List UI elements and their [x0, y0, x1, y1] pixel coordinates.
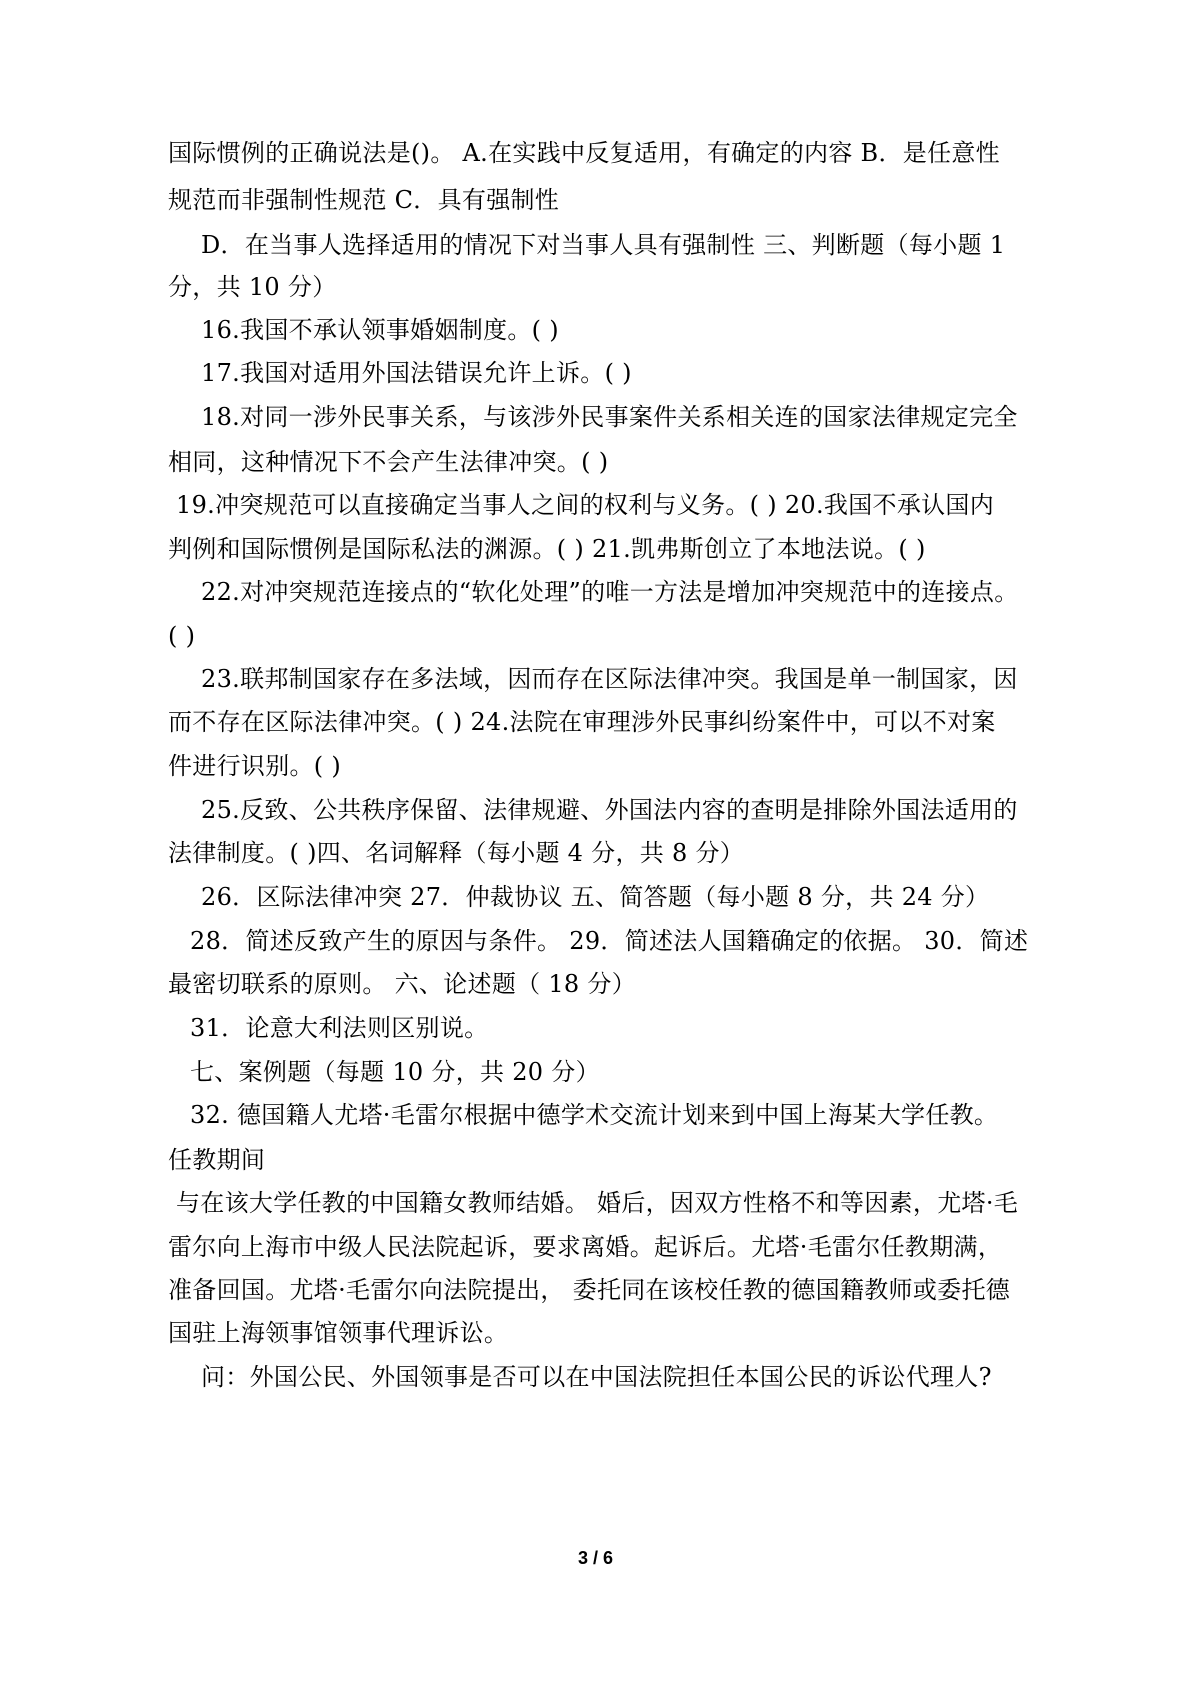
text-line: 法律制度。( )四、名词解释（每小题 4 分，共 8 分） — [168, 839, 745, 867]
text-line: 28．简述反致产生的原因与条件。 29．简述法人国籍确定的依据。 30．简述 — [190, 927, 1029, 955]
text-line: 31．论意大利法则区别说。 — [190, 1014, 489, 1042]
text-line: 相同，这种情况下不会产生法律冲突。( ) — [168, 448, 609, 476]
text-line: 任教期间 — [168, 1146, 266, 1174]
text-line: 准备回国。尤塔·毛雷尔向法院提出， 委托同在该校任教的德国籍教师或委托德 — [168, 1276, 1011, 1304]
text-line: D．在当事人选择适用的情况下对当事人具有强制性 三、判断题（每小题 1 — [201, 231, 1006, 259]
text-line: 22.对冲突规范连接点的“软化处理”的唯一方法是增加冲突规范中的连接点。 — [201, 578, 1019, 606]
text-line: 19.冲突规范可以直接确定当事人之间的权利与义务。( ) 20.我国不承认国内 — [176, 491, 995, 519]
page-number: 3 / 6 — [577, 1548, 614, 1568]
text-line: 国驻上海领事馆领事代理诉讼。 — [168, 1319, 509, 1347]
text-line: 判例和国际惯例是国际私法的渊源。( ) 21.凯弗斯创立了本地法说。( ) — [168, 535, 926, 563]
text-line: 件进行识别。( ) — [168, 752, 342, 780]
text-line: 而不存在区际法律冲突。( ) 24.法院在审理涉外民事纠纷案件中，可以不对案 — [168, 708, 996, 736]
text-line: 16.我国不承认领事婚姻制度。( ) — [201, 316, 559, 344]
text-line: 问：外国公民、外国领事是否可以在中国法院担任本国公民的诉讼代理人? — [201, 1363, 992, 1391]
text-line: 17.我国对适用外国法错误允许上诉。( ) — [201, 359, 632, 387]
text-line: 23.联邦制国家存在多法域，因而存在区际法律冲突。我国是单一制国家，因 — [201, 665, 1018, 693]
text-line: 规范而非强制性规范 C．具有强制性 — [168, 186, 560, 214]
text-line: 最密切联系的原则。 六、论述题（ 18 分） — [168, 970, 637, 998]
text-line: 国际惯例的正确说法是()。 A.在实践中反复适用，有确定的内容 B．是任意性 — [168, 139, 1000, 167]
text-line: 雷尔向上海市中级人民法院起诉，要求离婚。起诉后。尤塔·毛雷尔任教期满， — [168, 1233, 1003, 1261]
text-line: 与在该大学任教的中国籍女教师结婚。 婚后，因双方性格不和等因素，尤塔·毛 — [176, 1189, 1019, 1217]
text-line: 32. 德国籍人尤塔·毛雷尔根据中德学术交流计划来到中国上海某大学任教。 — [190, 1101, 999, 1129]
text-line: 25.反致、公共秩序保留、法律规避、外国法内容的查明是排除外国法适用的 — [201, 796, 1018, 824]
text-line: 18.对同一涉外民事关系，与该涉外民事案件关系相关连的国家法律规定完全 — [201, 403, 1018, 431]
text-line: 分，共 10 分） — [168, 273, 337, 301]
text-line: 26．区际法律冲突 27．仲裁协议 五、简答题（每小题 8 分，共 24 分） — [201, 883, 990, 911]
text-line: ( ) — [168, 622, 196, 650]
text-line: 七、案例题（每题 10 分，共 20 分） — [190, 1058, 600, 1086]
